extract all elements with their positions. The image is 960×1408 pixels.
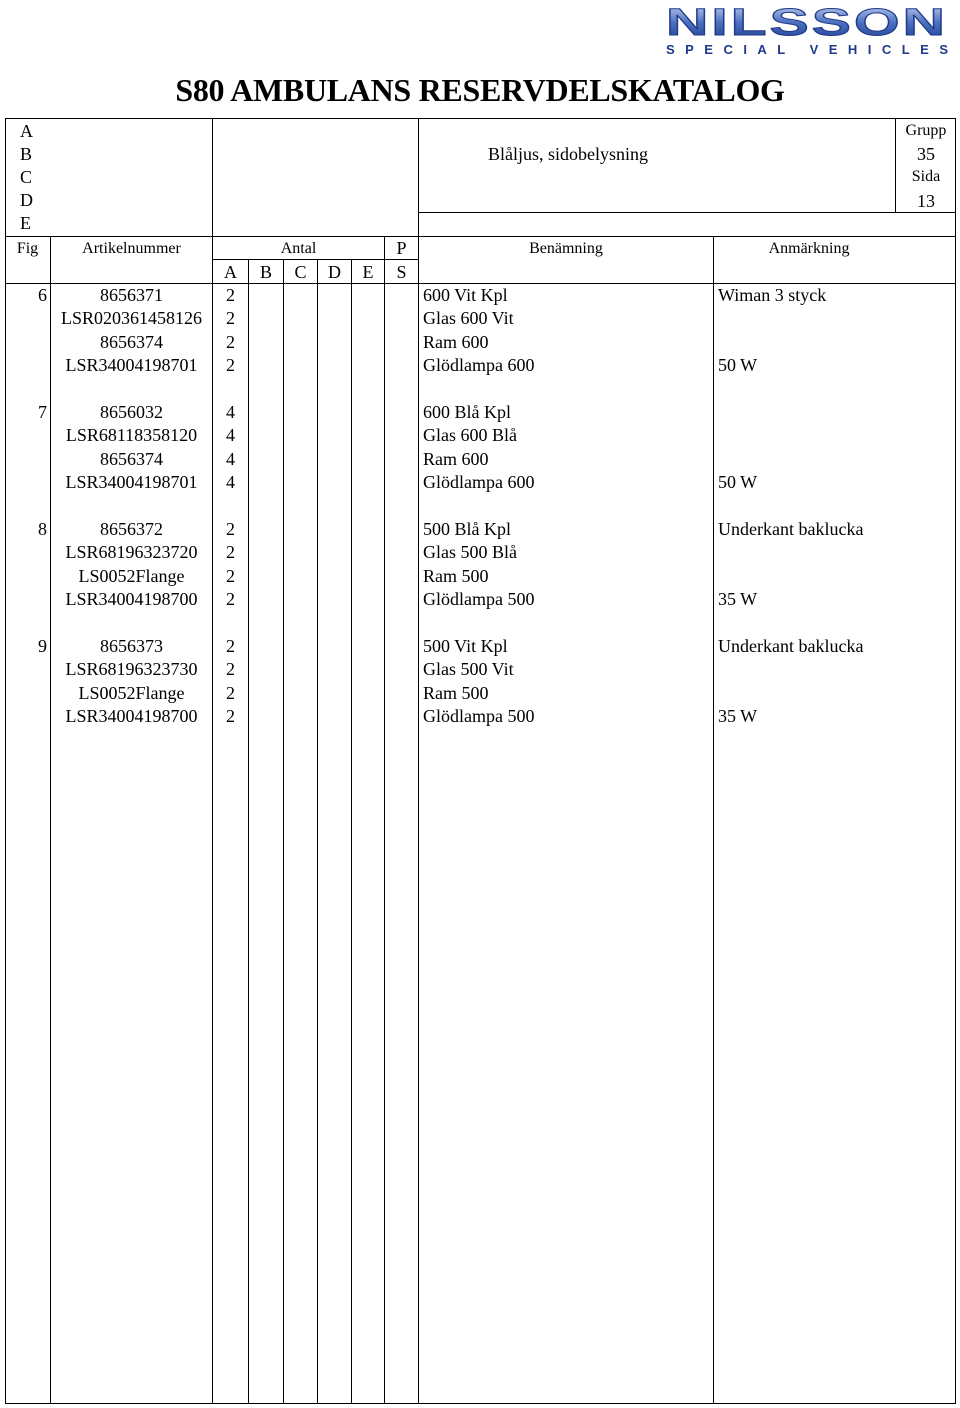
row-benamning: 500 Blå Kpl <box>423 519 511 539</box>
row-antal-a: 2 <box>226 659 235 679</box>
col-header-fig: Fig <box>16 240 39 257</box>
row-antal-a: 2 <box>226 636 235 656</box>
header-divider-short <box>418 212 895 213</box>
row-anmarkning: 50 W <box>718 355 758 375</box>
col-line-c <box>317 259 318 1404</box>
row-benamning: Glas 500 Blå <box>423 542 517 562</box>
row-antal-a: 2 <box>226 589 235 609</box>
row-artikelnummer: LSR68118358120 <box>65 425 198 445</box>
document-title: S80 AMBULANS RESERVDELSKATALOG <box>175 72 785 108</box>
row-anmarkning: 50 W <box>718 472 758 492</box>
nilsson-logo <box>662 3 952 57</box>
row-anmarkning: Underkant baklucka <box>718 636 864 656</box>
row-benamning: 500 Vit Kpl <box>423 636 508 656</box>
row-antal-a: 2 <box>226 683 235 703</box>
col-line-a <box>248 259 249 1404</box>
row-benamning: Ram 500 <box>423 683 489 703</box>
row-antal-a: 2 <box>226 355 235 375</box>
col-header-anmarkning: Anmärkning <box>768 240 850 257</box>
row-antal-a: 2 <box>226 566 235 586</box>
col-header-artikelnummer: Artikelnummer <box>82 240 181 257</box>
row-antal-a: 4 <box>226 449 235 469</box>
row-artikelnummer: LS0052Flange <box>78 566 185 586</box>
section-subtitle: Blåljus, sidobelysning <box>487 144 648 164</box>
row-artikelnummer: LSR34004198701 <box>65 355 198 375</box>
row-fig: 6 <box>38 285 47 305</box>
row-antal-a: 2 <box>226 308 235 328</box>
row-antal-a: 4 <box>226 402 235 422</box>
nilsson-logo-graphic <box>662 3 952 57</box>
row-benamning: Ram 600 <box>423 449 489 469</box>
sida-value: 13 <box>917 191 935 211</box>
col-header-antal: Antal <box>280 240 317 257</box>
logo-tagline: SPECIAL VEHICLES <box>666 42 948 57</box>
col-line-e <box>384 236 385 1404</box>
row-anmarkning: 35 W <box>718 706 758 726</box>
row-anmarkning: 35 W <box>718 589 758 609</box>
col-sub-s: S <box>396 262 407 282</box>
row-fig: 9 <box>38 636 47 656</box>
row-artikelnummer: 8656032 <box>100 402 163 422</box>
row-artikelnummer: 8656372 <box>100 519 163 539</box>
col-sub-d: D <box>328 262 341 282</box>
row-artikelnummer: LSR34004198701 <box>65 472 198 492</box>
header-letter-c: C <box>20 167 33 187</box>
row-benamning: Glödlampa 500 <box>423 589 535 609</box>
row-artikelnummer: LS0052Flange <box>78 683 185 703</box>
row-artikelnummer: 8656373 <box>100 636 163 656</box>
col-line-p <box>418 118 419 1404</box>
row-benamning: Glas 600 Vit <box>423 308 514 328</box>
row-artikelnummer: 8656374 <box>100 449 163 469</box>
col-header-benamning: Benämning <box>529 240 603 257</box>
col-sub-e: E <box>362 262 374 282</box>
col-header-p: P <box>396 238 407 258</box>
row-fig: 7 <box>38 402 47 422</box>
row-antal-a: 4 <box>226 472 235 492</box>
row-benamning: Glödlampa 600 <box>423 472 535 492</box>
grupp-label: Grupp <box>905 122 947 139</box>
grupp-value: 35 <box>917 144 935 164</box>
row-antal-a: 2 <box>226 542 235 562</box>
row-artikelnummer: 8656371 <box>100 285 163 305</box>
col-line-b <box>283 259 284 1404</box>
header-letter-a: A <box>20 121 33 141</box>
row-antal-a: 4 <box>226 425 235 445</box>
row-artikelnummer: LSR68196323720 <box>65 542 198 562</box>
row-artikelnummer: LSR34004198700 <box>65 706 198 726</box>
header-divider-main <box>5 236 956 237</box>
antal-divider <box>212 259 418 260</box>
row-benamning: Glödlampa 500 <box>423 706 535 726</box>
row-anmarkning: Wiman 3 styck <box>718 285 827 305</box>
col-line-name <box>713 236 714 1404</box>
row-benamning: 600 Vit Kpl <box>423 285 508 305</box>
col-sub-a: A <box>224 262 237 282</box>
row-fig: 8 <box>38 519 47 539</box>
row-antal-a: 2 <box>226 519 235 539</box>
row-benamning: Glödlampa 600 <box>423 355 535 375</box>
row-antal-a: 2 <box>226 706 235 726</box>
row-antal-a: 2 <box>226 332 235 352</box>
col-line-d <box>351 259 352 1404</box>
col-sub-c: C <box>294 262 307 282</box>
row-benamning: Glas 600 Blå <box>423 425 517 445</box>
sida-label: Sida <box>911 168 941 185</box>
header-letter-d: D <box>20 190 33 210</box>
row-benamning: Ram 600 <box>423 332 489 352</box>
logo-wordmark: NILSSON <box>666 3 948 44</box>
row-benamning: 600 Blå Kpl <box>423 402 511 422</box>
row-antal-a: 2 <box>226 285 235 305</box>
row-artikelnummer: LSR020361458126 <box>60 308 202 328</box>
row-artikelnummer: LSR68196323730 <box>65 659 198 679</box>
row-artikelnummer: 8656374 <box>100 332 163 352</box>
column-header-divider <box>5 283 956 284</box>
row-benamning: Ram 500 <box>423 566 489 586</box>
row-benamning: Glas 500 Vit <box>423 659 514 679</box>
header-divider-grupp <box>895 212 956 213</box>
col-sub-b: B <box>259 262 272 282</box>
header-letter-e: E <box>20 213 31 233</box>
row-artikelnummer: LSR34004198700 <box>65 589 198 609</box>
header-letter-b: B <box>20 144 33 164</box>
row-anmarkning: Underkant baklucka <box>718 519 864 539</box>
